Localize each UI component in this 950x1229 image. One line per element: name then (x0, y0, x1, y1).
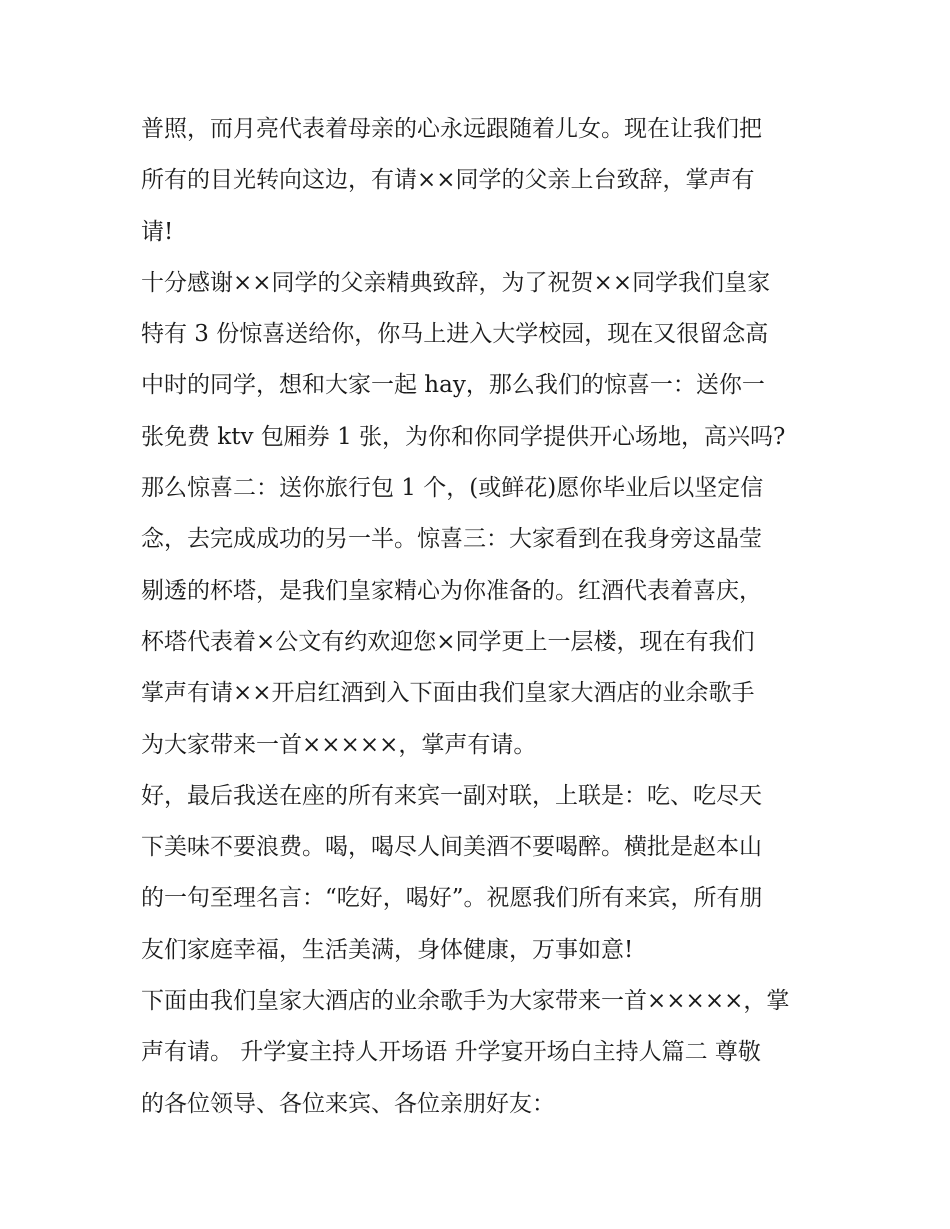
text-line: 十分感谢××同学的父亲精典致辞，为了祝贺××同学我们皇家 (141, 269, 771, 296)
text-line: 掌声有请××开启红酒到入下面由我们皇家大酒店的业余歌手 (141, 680, 755, 707)
text-line: 普照，而月亮代表着母亲的心永远跟随着儿女。现在让我们把 (141, 116, 762, 142)
text-line: 张免费 ktv 包厢券 1 张，为你和你同学提供开心场地，高兴吗? (141, 423, 786, 450)
text-line: 好，最后我送在座的所有来宾一副对联，上联是：吃、吃尽天 (141, 782, 762, 809)
text-line: 友们家庭幸福，生活美满，身体健康，万事如意! (141, 936, 634, 963)
text-line: 特有 3 份惊喜送给你，你马上进入大学校园，现在又很留念高 (141, 321, 769, 348)
text-line: 杯塔代表着×公文有约欢迎您×同学更上一层楼，现在有我们 (141, 628, 755, 655)
text-line: 请! (141, 218, 174, 245)
text-line: 下面由我们皇家大酒店的业余歌手为大家带来一首×××××，掌 (141, 988, 790, 1015)
text-line: 的一句至理名言：“吃好，喝好”。祝愿我们所有来宾，所有朋 (141, 885, 763, 912)
text-line: 为大家带来一首×××××，掌声有请。 (141, 731, 537, 758)
text-line: 声有请。 升学宴主持人开场语 升学宴开场白主持人篇二 尊敬 (141, 1039, 761, 1066)
text-line: 所有的目光转向这边，有请××同学的父亲上台致辞，掌声有 (141, 167, 755, 194)
body-text (141, 104, 811, 1130)
text-line: 念，去完成成功的另一半。惊喜三：大家看到在我身旁这晶莹 (141, 526, 762, 553)
text-line: 的各位领导、各位来宾、各位亲朋好友： (141, 1090, 555, 1117)
text-line: 下美味不要浪费。喝，喝尽人间美酒不要喝醉。横批是赵本山 (141, 834, 762, 861)
text-line: 剔透的杯塔，是我们皇家精心为你准备的。红酒代表着喜庆， (141, 577, 762, 604)
text-line: 中时的同学，想和大家一起 hay，那么我们的惊喜一：送你一 (141, 372, 765, 399)
text-line: 那么惊喜二：送你旅行包 1 个，(或鲜花)愿你毕业后以坚定信 (141, 475, 764, 502)
